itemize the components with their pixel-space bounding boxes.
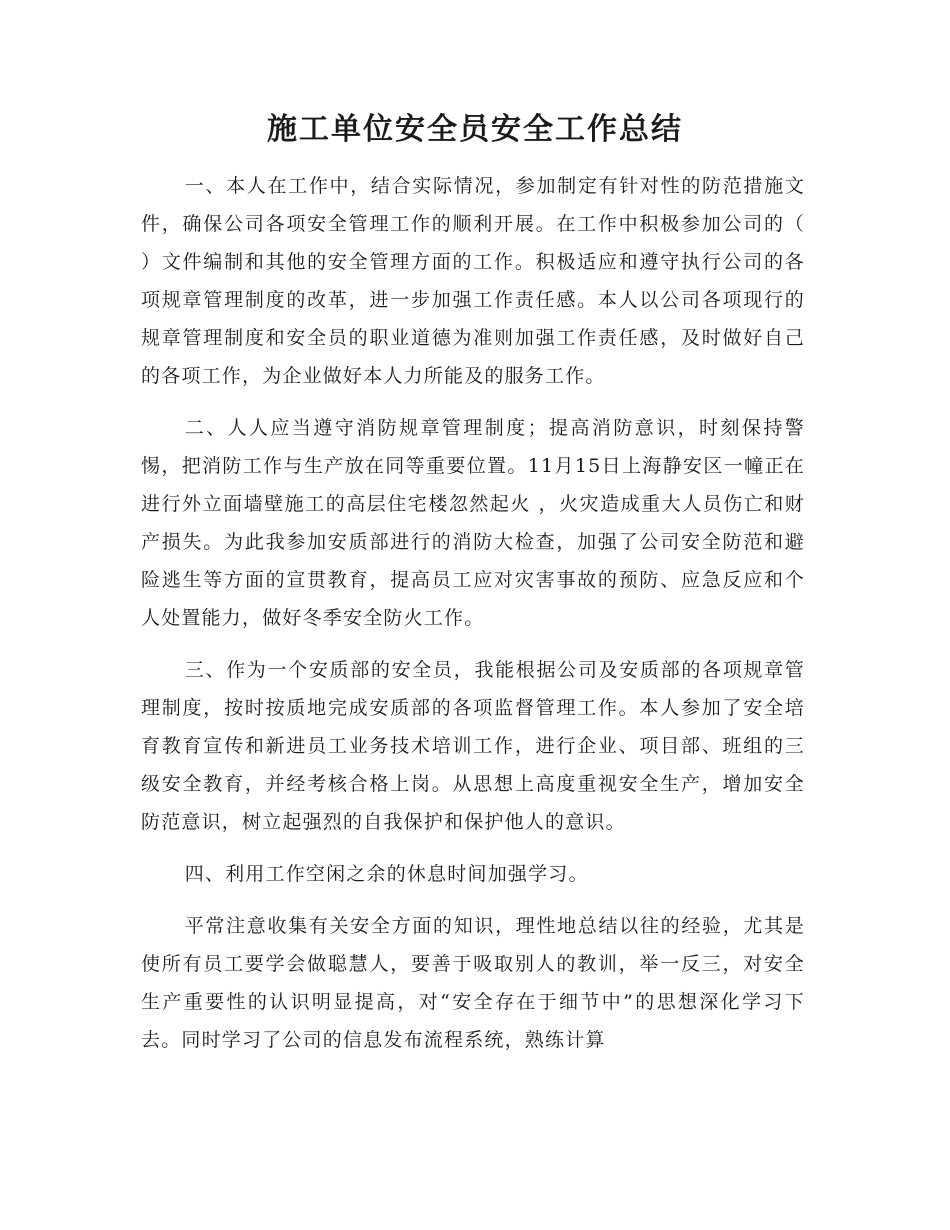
- paragraph-1: 一、本人在工作中，结合实际情况，参加制定有针对性的防范措施文件，确保公司各项安全管理工作的顺利开展。在工作中积极参加公司的（ ）文件编制和其他的安全管理方面的工作。积极适应和遵守执行公司的各项规章管理制度的改革，进一步加强工作责任感。本人以公司各项现行的规章管理制度和安全员的职业道德为准则加强工作责任感，及时做好自己的各项工作，为企业做好本人力所能及的服务工作。: [141, 175, 805, 387]
- paragraph-4: 四、利用工作空闲之余的休息时间加强学习。: [184, 863, 589, 885]
- document-title: 施工单位安全员安全工作总结: [267, 112, 683, 147]
- paragraph-5: 平常注意收集有关安全方面的知识，理性地总结以往的经验，尤其是使所有员工要学会做聪慧人，要善于吸取别人的教训，举一反三，对安全生产重要性的认识明显提高，对“安全存在于细节中”的思想深化学习下去。同时学习了公司的信息发布流程系统，熟练计算: [141, 915, 805, 1051]
- paragraph-2: 二、人人应当遵守消防规章管理制度；提高消防意识，时刻保持警惕，把消防工作与生产放在同等重要位置。11月15日上海静安区一幢正在进行外立面墙壁施工的高层住宅楼忽然起火 ，火灾造成重大人员伤亡和财产损失。为此我参加安质部进行的消防大检查，加强了公司安全防范和避险逃生等方面的宣贯教育，提高员工应对灾害事故的预防、应急反应和个人处置能力，做好冬季安全防火工作。: [141, 417, 805, 629]
- document-body: [141, 167, 805, 1059]
- paragraph-3: 三、作为一个安质部的安全员，我能根据公司及安质部的各项规章管理制度，按时按质地完成安质部的各项监督管理工作。本人参加了安全培育教育宣传和新进员工业务技术培训工作，进行企业、项目部、班组的三级安全教育，并经考核合格上岗。从思想上高度重视安全生产，增加安全防范意识，树立起强烈的自我保护和保护他人的意识。: [141, 659, 805, 833]
